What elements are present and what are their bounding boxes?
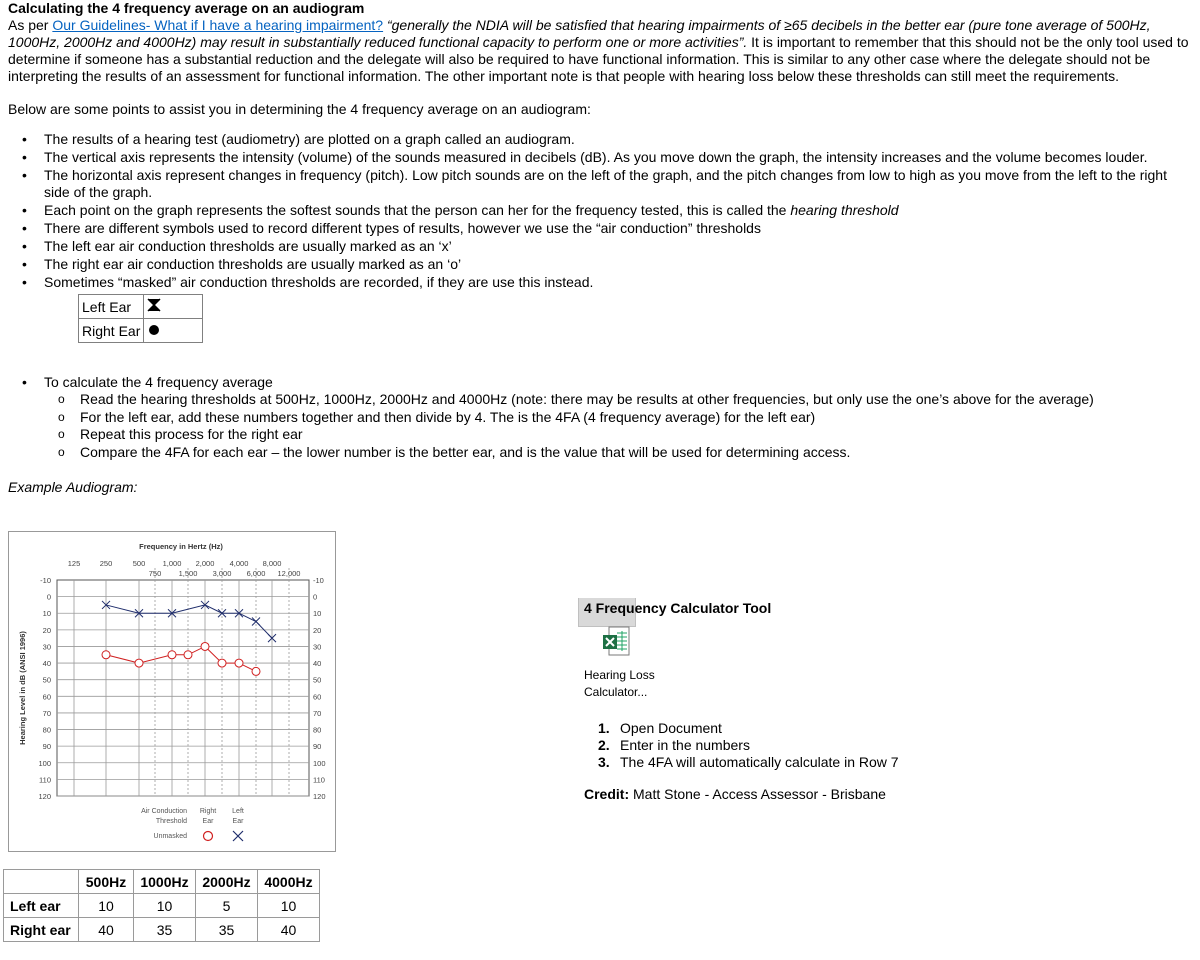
x-tick-label: 2,000 — [195, 559, 215, 568]
right-ear-point — [218, 659, 226, 667]
calc-list — [8, 374, 1194, 461]
step-number: 2. — [598, 737, 610, 753]
bullet-item: • The left ear air conduction thresholds are usually marked as an ‘x’ — [44, 238, 1194, 255]
y-tick-label: 50 — [42, 675, 51, 685]
table-row — [4, 918, 320, 942]
legend-row — [79, 319, 203, 343]
legend-symbol-cell — [144, 319, 203, 343]
bullet-item: • There are different symbols used to record different types of results, however we use the “air conduction” thresholds — [44, 220, 1194, 237]
threshold-emphasis: hearing threshold — [790, 202, 899, 218]
key-left-ear-label: Ear — [232, 818, 244, 825]
calc-step: o Read the hearing thresholds at 500Hz, 1000Hz, 2000Hz and 4000Hz (note: there may be results at other frequencies, but only use the one’s above for the average) — [80, 391, 1194, 409]
tool-step — [598, 737, 899, 754]
step-number: 1. — [598, 720, 610, 736]
points-intro: Below are some points to assist you in determining the 4 frequency average on an audiogram: — [8, 101, 591, 117]
bullet-item: • Sometimes “masked” air conduction thresholds are recorded, if they are use this instead. — [44, 274, 1194, 291]
bullet-item: • The results of a hearing test (audiometry) are plotted on a graph called an audiogram. — [44, 131, 1194, 148]
y-tick-label: 30 — [42, 642, 51, 652]
credit-text: Matt Stone - Access Assessor - Brisbane — [629, 786, 886, 802]
right-ear-point — [135, 659, 143, 667]
key-text: Threshold — [155, 818, 187, 825]
calc-step: o For the left ear, add these numbers together and then divide by 4. The is the 4FA (4 frequency average) for the left ear) — [80, 409, 1194, 427]
step-text: The 4FA will automatically calculate in Row 7 — [620, 754, 899, 770]
legend-row — [79, 295, 203, 319]
y-tick-label-right: 40 — [313, 659, 322, 669]
intro-prefix: As per — [8, 17, 53, 33]
y-tick-label: 110 — [39, 775, 51, 785]
table-header-cell — [4, 870, 79, 894]
audiogram-chart — [8, 531, 336, 852]
excel-icon[interactable] — [602, 626, 630, 656]
credit-line — [584, 786, 886, 802]
intro-paragraph — [8, 17, 1194, 85]
y-tick-label-right: 20 — [313, 625, 322, 635]
y-tick-label: 40 — [42, 659, 51, 669]
row-label: Right ear — [4, 918, 79, 942]
y-tick-label-right: 80 — [313, 725, 322, 735]
bullet-item: • The horizontal axis represent changes in frequency (pitch). Low pitch sounds are on the left of the graph, and the pitch changes from low to high as you move from the left to the right side of the graph. — [44, 167, 1194, 201]
calc-step: o Compare the 4FA for each ear – the lower number is the better ear, and is the value that will be used for determining access. — [80, 444, 1194, 462]
y-tick-label-right: 50 — [313, 675, 322, 685]
key-text: Unmasked — [153, 833, 187, 840]
table-cell: 35 — [196, 918, 258, 942]
threshold-text: Each point on the graph represents the softest sounds that the person can her for the frequency tested, this is called the — [44, 202, 791, 218]
legend-label: Left Ear — [79, 295, 144, 319]
table-cell: 5 — [196, 894, 258, 918]
y-tick-label: 0 — [46, 592, 51, 602]
y-tick-label: 90 — [42, 742, 51, 752]
table-cell: 40 — [258, 918, 320, 942]
y-tick-label-right: 120 — [313, 792, 326, 801]
document — [8, 0, 1194, 496]
x-tick-label: 1,000 — [162, 559, 182, 568]
right-ear-point — [235, 659, 243, 667]
y-tick-label: 80 — [42, 725, 51, 735]
key-left-ear-label: Left — [232, 808, 244, 815]
table-header-cell: 2000Hz — [196, 870, 258, 894]
row-label: Left ear — [4, 894, 79, 918]
y-tick-label: 60 — [42, 692, 51, 702]
y-tick-label: 100 — [38, 758, 51, 768]
key-right-ear-label: Ear — [202, 818, 214, 825]
tool-steps — [584, 720, 899, 771]
y-axis-label: Hearing Level in dB (ANSI 1996) — [18, 631, 27, 745]
x-mid-tick-label: 750 — [148, 569, 162, 578]
y-tick-label-right: 110 — [313, 775, 325, 785]
credit-label: Credit: — [584, 786, 630, 802]
tool-title[interactable]: 4 Frequency Calculator Tool — [584, 600, 772, 616]
frequency-table — [3, 869, 320, 942]
key-left-ear-symbol — [233, 831, 243, 841]
y-tick-label-right: 100 — [313, 758, 326, 768]
table-header-row — [4, 870, 320, 894]
example-label: Example Audiogram: — [8, 479, 138, 495]
intro-quote: “generally the NDIA will be satisfied that hearing impairments of ≥65 decibels in the better ear (pure tone average of 500Hz, 1000Hz, 2000Hz and 4000Hz) may result in substantially reduced functional capacity to perform one or more activities”. — [8, 17, 1151, 50]
right-ear-point — [184, 651, 192, 659]
intro-rest: It is important to remember that this should not be the only tool used to determine if someone has a substantial reduction and the delegate will also be required to have functional information. This is similar to any other case where the delegate should not be interpreting the results of an assessment for functional information. The other important note is that people with hearing loss below these thresholds can still meet the requirements. — [8, 34, 1189, 84]
table-cell: 10 — [134, 894, 196, 918]
filled-circle-icon — [147, 322, 161, 336]
file-caption-line: Hearing Loss — [584, 668, 655, 682]
x-tick-label: 125 — [67, 559, 81, 568]
y-tick-label-right: 60 — [313, 692, 322, 702]
x-tick-label: 4,000 — [229, 559, 249, 568]
table-cell: 40 — [79, 918, 134, 942]
y-tick-label: 10 — [42, 609, 51, 619]
x-tick-label: 500 — [132, 559, 146, 568]
calc-step: o Repeat this process for the right ear — [80, 426, 1194, 444]
page-title: Calculating the 4 frequency average on an audiogram — [8, 0, 365, 16]
calc-steps — [44, 391, 1194, 461]
tool-step — [598, 720, 899, 737]
step-text: Open Document — [620, 720, 722, 736]
table-row — [4, 894, 320, 918]
bullet-item — [44, 202, 1194, 219]
x-mid-tick-label: 3,000 — [212, 569, 232, 578]
bullet-item: • The right ear air conduction thresholds are usually marked as an ‘o’ — [44, 256, 1194, 273]
y-tick-label-right: 0 — [313, 592, 318, 602]
key-right-ear-label: Right — [199, 808, 217, 815]
right-ear-point — [168, 651, 176, 659]
audiogram-svg — [9, 532, 335, 851]
y-tick-label: 20 — [42, 625, 51, 635]
key-right-ear-symbol — [204, 832, 213, 841]
x-tick-label: 8,000 — [262, 559, 282, 568]
table-cell: 35 — [134, 918, 196, 942]
y-tick-label: 70 — [42, 708, 51, 718]
calc-bullet — [44, 374, 1194, 461]
table-cell: 10 — [258, 894, 320, 918]
y-tick-label-right: 90 — [313, 742, 322, 752]
bowtie-icon — [147, 298, 161, 312]
table-header-cell: 4000Hz — [258, 870, 320, 894]
y-tick-label-right: 70 — [313, 708, 322, 718]
y-tick-label-right: 30 — [313, 642, 322, 652]
x-mid-tick-label: 6,000 — [246, 569, 266, 578]
file-caption-line: Calculator... — [584, 685, 648, 699]
y-tick-label: -10 — [40, 576, 51, 585]
right-ear-point — [252, 667, 260, 675]
x-mid-tick-label: 1,500 — [178, 569, 198, 578]
symbol-legend-table — [78, 294, 203, 343]
step-number: 3. — [598, 754, 610, 770]
key-text: Air Conduction — [141, 808, 187, 815]
chart-title: Frequency in Hertz (Hz) — [139, 542, 223, 551]
table-cell: 10 — [79, 894, 134, 918]
step-text: Enter in the numbers — [620, 737, 750, 753]
plot-frame — [57, 580, 309, 796]
tool-step — [598, 754, 899, 771]
x-mid-tick-label: 12,000 — [277, 569, 301, 578]
file-caption[interactable] — [584, 667, 704, 701]
points-list — [8, 131, 1194, 291]
x-tick-label: 250 — [99, 559, 113, 568]
y-tick-label-right: -10 — [313, 576, 324, 585]
calc-bullet-text: To calculate the 4 frequency average — [44, 374, 273, 390]
table-header-cell: 1000Hz — [134, 870, 196, 894]
right-ear-point — [102, 651, 110, 659]
guidelines-link[interactable]: Our Guidelines- What if I have a hearing impairment? — [52, 17, 384, 33]
legend-symbol-cell — [144, 295, 203, 319]
bullet-item: • The vertical axis represents the intensity (volume) of the sounds measured in decibels (dB). As you move down the graph, the intensity increases and the volume becomes louder. — [44, 149, 1194, 166]
legend-label: Right Ear — [79, 319, 144, 343]
table-header-cell: 500Hz — [79, 870, 134, 894]
y-tick-label: 120 — [38, 792, 51, 801]
right-ear-point — [201, 642, 209, 650]
y-tick-label-right: 10 — [313, 609, 322, 619]
